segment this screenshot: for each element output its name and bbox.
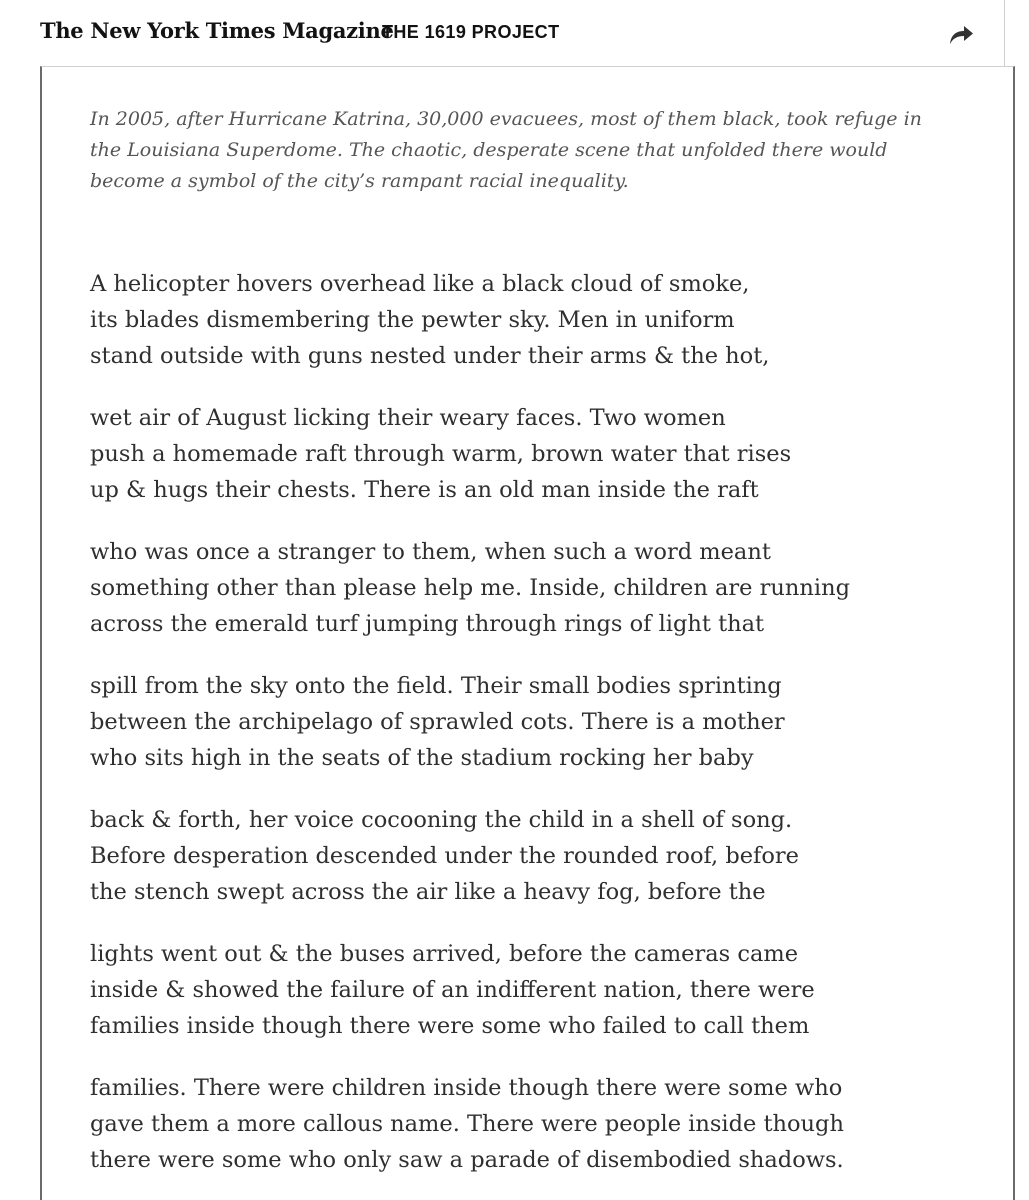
poem-line: between the archipelago of sprawled cots. There is a mother — [90, 709, 785, 735]
poem-body — [90, 266, 970, 1200]
poem-line: gave them a more callous name. There were people inside though — [90, 1111, 844, 1137]
section-title[interactable]: THE 1619 PROJECT — [382, 22, 560, 42]
share-button[interactable] — [944, 20, 976, 48]
poem-stanza — [90, 534, 970, 642]
poem-stanza — [90, 266, 970, 374]
poem-line: its blades dismembering the pewter sky. Men in uniform — [90, 307, 735, 333]
poem-line: who was once a stranger to them, when such a word meant — [90, 539, 771, 565]
top-bar — [0, 0, 1029, 66]
poem-line: spill from the sky onto the field. Their small bodies sprinting — [90, 673, 782, 699]
image-caption: In 2005, after Hurricane Katrina, 30,000 evacuees, most of them black, took refuge in the Louisiana Superdome. The chaotic, desperate scene that unfolded there would become a symbol of the city’s rampant racial inequality. — [90, 108, 922, 192]
poem-stanza — [90, 1070, 970, 1178]
header-divider — [1004, 0, 1005, 66]
poem-line: families. There were children inside though there were some who — [90, 1075, 843, 1101]
poem-line: who sits high in the seats of the stadium rocking her baby — [90, 745, 754, 771]
share-arrow-icon — [944, 20, 976, 48]
poem-stanza — [90, 936, 970, 1044]
poem-stanza — [90, 802, 970, 910]
poem-stanza — [90, 400, 970, 508]
poem-line: stand outside with guns nested under their arms & the hot, — [90, 343, 770, 369]
poem-stanza — [90, 668, 970, 776]
nyt-magazine-logo[interactable]: The New York Times Magazine — [40, 18, 394, 43]
poem-line: wet air of August licking their weary faces. Two women — [90, 405, 726, 431]
poem-line: inside & showed the failure of an indifferent nation, there were — [90, 977, 815, 1003]
poem-line: the stench swept across the air like a heavy fog, before the — [90, 879, 766, 905]
poem-line: lights went out & the buses arrived, before the cameras came — [90, 941, 799, 967]
poem-line: families inside though there were some who failed to call them — [90, 1013, 810, 1039]
poem-line: there were some who only saw a parade of disembodied shadows. — [90, 1147, 844, 1173]
poem-line: push a homemade raft through warm, brown water that rises — [90, 441, 792, 467]
poem-line: something other than please help me. Inside, children are running — [90, 575, 850, 601]
poem-line: Before desperation descended under the rounded roof, before — [90, 843, 799, 869]
poem-line: A helicopter hovers overhead like a black cloud of smoke, — [90, 271, 750, 297]
poem-line: back & forth, her voice cocooning the child in a shell of song. — [90, 807, 793, 833]
poem-line: up & hugs their chests. There is an old man inside the raft — [90, 477, 759, 503]
poem-line: across the emerald turf jumping through rings of light that — [90, 611, 765, 637]
